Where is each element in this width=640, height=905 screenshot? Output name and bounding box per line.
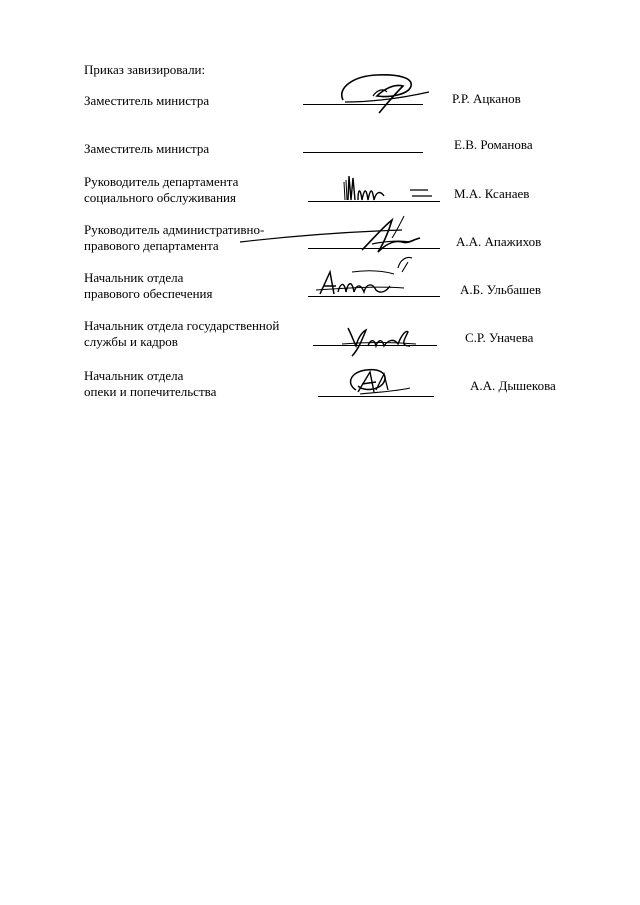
position-line: опеки и попечительства — [84, 384, 217, 399]
signature-mark — [316, 266, 406, 302]
signatory-name: А.Б. Ульбашев — [460, 282, 542, 297]
signatory-position — [84, 368, 216, 400]
position-line: Руководитель департамента — [84, 174, 239, 189]
signature-mark — [340, 364, 414, 398]
approval-header: Приказ завизировали: — [84, 62, 206, 77]
position-line: Начальник отдела — [84, 270, 184, 285]
signatory-name: А.А. Апажихов — [456, 234, 542, 249]
signatory-position — [84, 174, 238, 206]
position-line: правового департамента — [84, 238, 219, 253]
signatory-name: А.А. Дышекова — [470, 378, 556, 393]
signatory-name: М.А. Ксанаев — [454, 186, 530, 201]
position-line: Руководитель административно- — [84, 222, 265, 237]
signature-line — [303, 152, 423, 153]
signatory-name: С.Р. Уначева — [465, 330, 534, 345]
position-line: социального обслуживания — [84, 190, 236, 205]
signature-mark — [340, 170, 440, 204]
position-line: Заместитель министра — [84, 141, 210, 156]
signature-mark — [232, 212, 440, 274]
signatory-position — [84, 270, 213, 302]
position-line: правового обеспечения — [84, 286, 213, 301]
signatory-name: Е.В. Романова — [454, 137, 533, 152]
signatory-position — [84, 93, 209, 109]
signatory-position — [84, 318, 279, 350]
signatory-position — [84, 141, 209, 157]
signature-mark — [340, 322, 420, 358]
signatory-name: Р.Р. Ацканов — [452, 91, 521, 106]
position-line: службы и кадров — [84, 334, 178, 349]
position-line: Заместитель министра — [84, 93, 210, 108]
position-line: Начальник отдела государственной — [84, 318, 280, 333]
signature-mark — [333, 66, 443, 116]
position-line: Начальник отдела — [84, 368, 184, 383]
